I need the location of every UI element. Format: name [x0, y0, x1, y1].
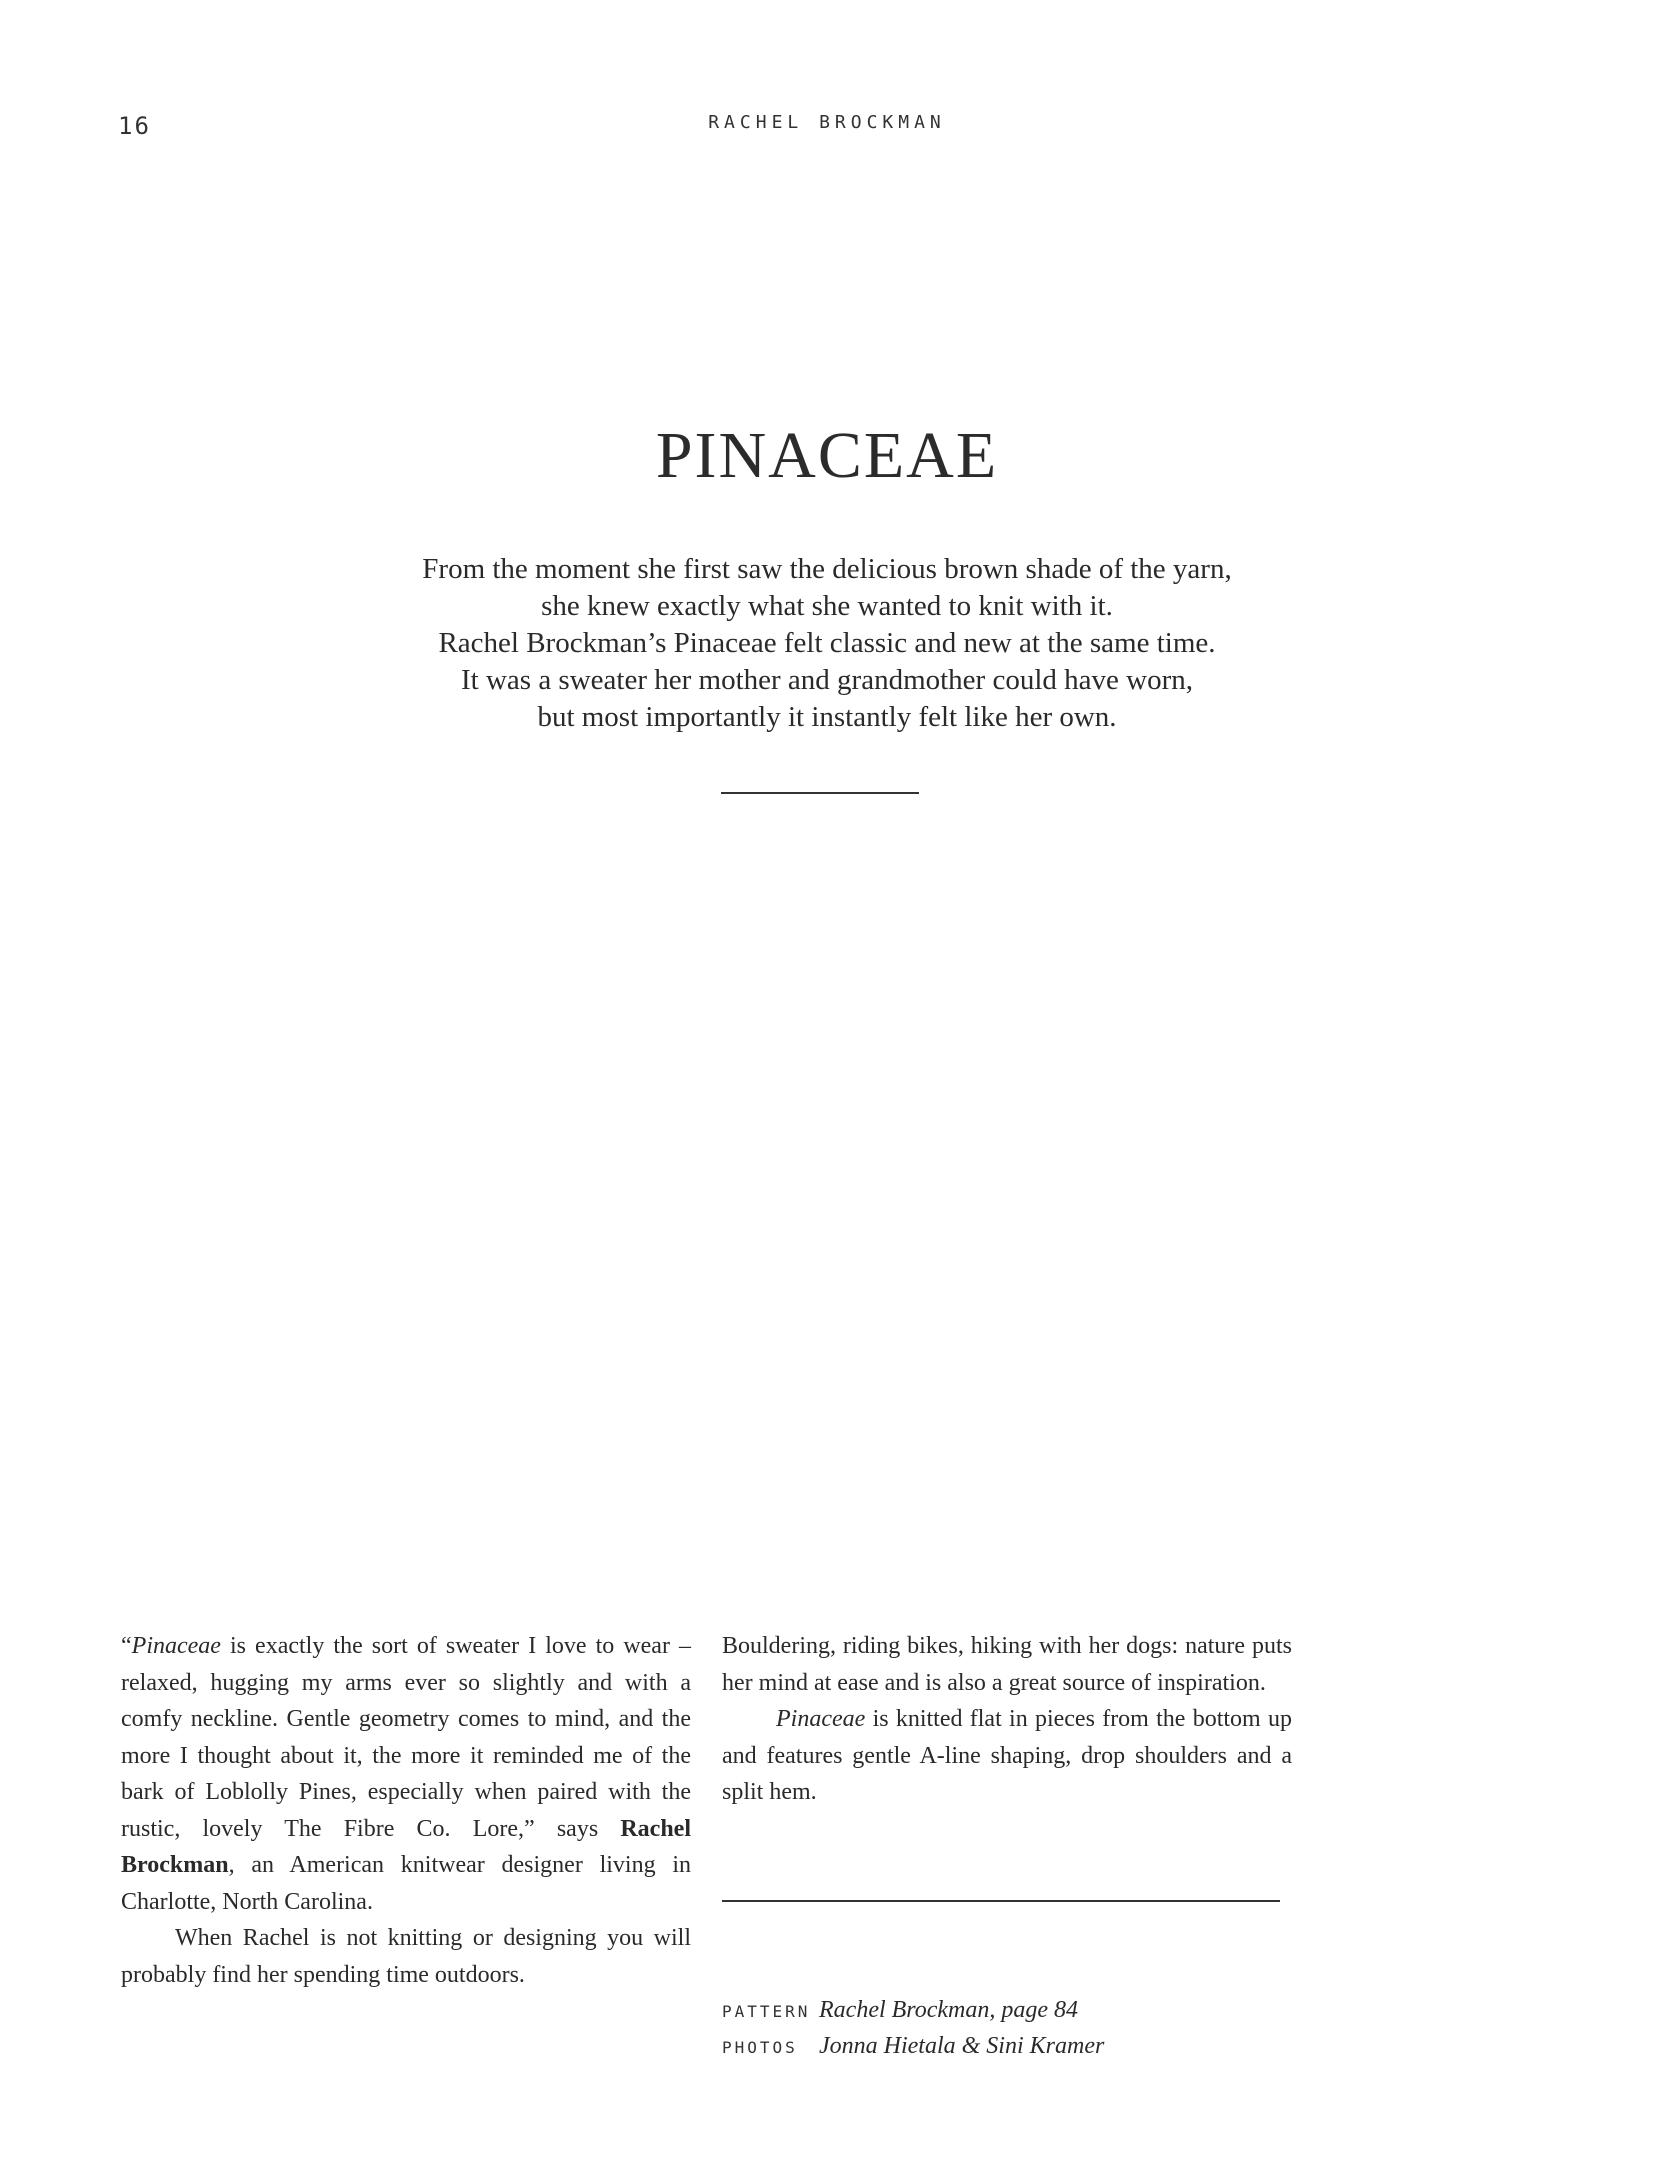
- credit-value: Jonna Hietala & Sini Kramer: [819, 2033, 1105, 2059]
- paragraph-text: , an American knitwear designer living in Charlotte, North Carolina.: [121, 1852, 691, 1915]
- body-column-left: [121, 1628, 691, 1993]
- pattern-name: Pinaceae: [776, 1706, 866, 1732]
- credit-row-pattern: [722, 1997, 1104, 2033]
- credits: [722, 1997, 1104, 2069]
- open-quote: “: [121, 1633, 132, 1659]
- intro-divider: [721, 792, 919, 794]
- paragraph-text: is exactly the sort of sweater I love to wear – relaxed, hugging my arms ever so slightly and with a comfy neckline. Gentle geometry comes to mind, and the more I thought about it, the more it reminded me of the bark of Loblolly Pines, especially when paired with the rustic, lovely The Fibre Co. Lore,” says: [121, 1633, 691, 1842]
- body-paragraph: When Rachel is not knitting or designing you will probably find her spending time outdoors.: [121, 1925, 691, 1988]
- body-paragraph: Bouldering, riding bikes, hiking with her dogs: nature puts her mind at ease and is also a great source of inspiration.: [722, 1633, 1292, 1696]
- pattern-name: Pinaceae: [131, 1633, 221, 1659]
- paragraph-text: is knitted flat in pieces from the bottom up and features gentle A-line shaping, drop shoulders and a split hem.: [722, 1706, 1292, 1805]
- article-intro: [327, 551, 1327, 736]
- intro-line: Rachel Brockman’s Pinaceae felt classic and new at the same time.: [438, 627, 1216, 659]
- running-head: RACHEL BROCKMAN: [708, 112, 946, 133]
- credits-divider: [722, 1900, 1280, 1902]
- credit-label: PATTERN: [722, 2002, 811, 2021]
- credit-value: Rachel Brockman, page 84: [819, 1997, 1079, 2023]
- body-column-right: [722, 1628, 1292, 1811]
- intro-line: It was a sweater her mother and grandmother could have worn,: [461, 664, 1193, 696]
- body-paragraph: [121, 1628, 691, 1920]
- body-paragraph: [722, 1701, 1292, 1811]
- article-title: PINACEAE: [655, 419, 999, 492]
- intro-line: she knew exactly what she wanted to knit with it.: [541, 590, 1113, 622]
- credit-row-photos: [722, 2033, 1104, 2069]
- designer-name: Rachel Brockman: [121, 1815, 691, 1878]
- intro-line: but most importantly it instantly felt like her own.: [537, 701, 1117, 733]
- page-number: 16: [118, 112, 151, 140]
- credit-label: PHOTOS: [722, 2038, 798, 2057]
- intro-line: From the moment she first saw the delicious brown shade of the yarn,: [422, 553, 1232, 585]
